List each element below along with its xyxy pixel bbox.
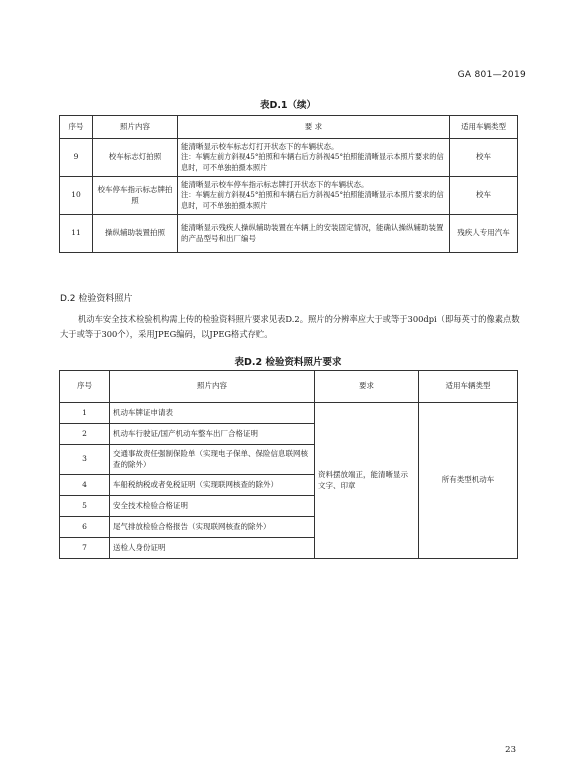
row-no: 11 [60,215,93,253]
row-content: 安全技术检验合格证明 [110,496,315,517]
requirement-main: 能清晰显示校车标志灯打开状态下的车辆状态。 [181,141,339,151]
header-vehicle-type: 适用车辆类型 [450,116,518,139]
header-requirement: 要 求 [178,116,450,139]
shared-vehicle-type: 所有类型机动车 [419,403,518,559]
row-no: 9 [60,139,93,177]
row-content: 校车停车指示标志牌拍照 [93,177,178,215]
row-no: 4 [60,475,110,496]
standard-code: GA 801—2019 [457,70,526,80]
row-no: 3 [60,445,110,475]
table-d1-caption: 表D.1（续） [259,100,317,111]
row-no: 5 [60,496,110,517]
row-no: 7 [60,538,110,559]
row-content: 交通事故责任强制保险单（实现电子保单、保险信息联网核查的除外） [110,445,315,475]
row-content: 车船税纳税或者免税证明（实现联网核查的除外） [110,475,315,496]
header-requirement: 要求 [315,371,419,403]
table-row [60,215,518,253]
page-number: 23 [505,745,516,755]
row-vehicle-type: 校车 [450,177,518,215]
table-row [60,403,518,424]
row-content: 校车标志灯拍照 [93,139,178,177]
table-d2-caption: 表D.2 检验资料照片要求 [234,357,342,368]
header-no: 序号 [60,116,93,139]
table-header-row [60,116,518,139]
table-row [60,139,518,177]
row-vehicle-type: 校车 [450,139,518,177]
header-content: 照片内容 [110,371,315,403]
table-header-row [60,371,518,403]
requirement-note: 注：车辆左前方斜视45°拍照和车辆右后方斜视45°拍照能清晰显示本照片要求的信息时，可不单独拍摄本照片 [181,152,444,172]
row-no: 2 [60,424,110,445]
row-content: 机动车牌证申请表 [110,403,315,424]
row-no: 1 [60,403,110,424]
row-requirement [178,177,450,215]
table-row [60,177,518,215]
row-no: 10 [60,177,93,215]
header-vehicle-type: 适用车辆类型 [419,371,518,403]
row-vehicle-type: 残疾人专用汽车 [450,215,518,253]
shared-requirement: 资料摆放端正，能清晰显示文字、印章 [315,403,419,559]
row-content: 机动车行驶证/国产机动车整车出厂合格证明 [110,424,315,445]
table-d2 [59,370,518,559]
header-no: 序号 [60,371,110,403]
row-content: 尾气排放检验合格报告（实现联网核查的除外） [110,517,315,538]
section-title: D.2 检验资料照片 [60,294,133,304]
table-d1 [59,115,518,253]
row-no: 6 [60,517,110,538]
row-requirement [178,139,450,177]
row-content: 送检人身份证明 [110,538,315,559]
header-content: 照片内容 [93,116,178,139]
row-requirement: 能清晰显示残疾人操纵辅助装置在车辆上的安装固定情况，能确认操纵辅助装置的产品型号和出厂编号 [178,215,450,253]
requirement-note: 注：车辆左前方斜视45°拍照和车辆右后方斜视45°拍照能清晰显示本照片要求的信息时，可不单独拍摄本照片 [181,190,444,210]
requirement-main: 能清晰显示校车停车指示标志牌打开状态下的车辆状态。 [181,179,369,189]
section-paragraph: 机动车安全技术检验机构需上传的检验资料照片要求见表D.2。照片的分辨率应大于或等于300dpi（即每英寸的像素点数大于或等于300个），采用JPEG编码，以JPEG格式存贮。 [60,314,520,339]
row-content: 操纵辅助装置拍照 [93,215,178,253]
